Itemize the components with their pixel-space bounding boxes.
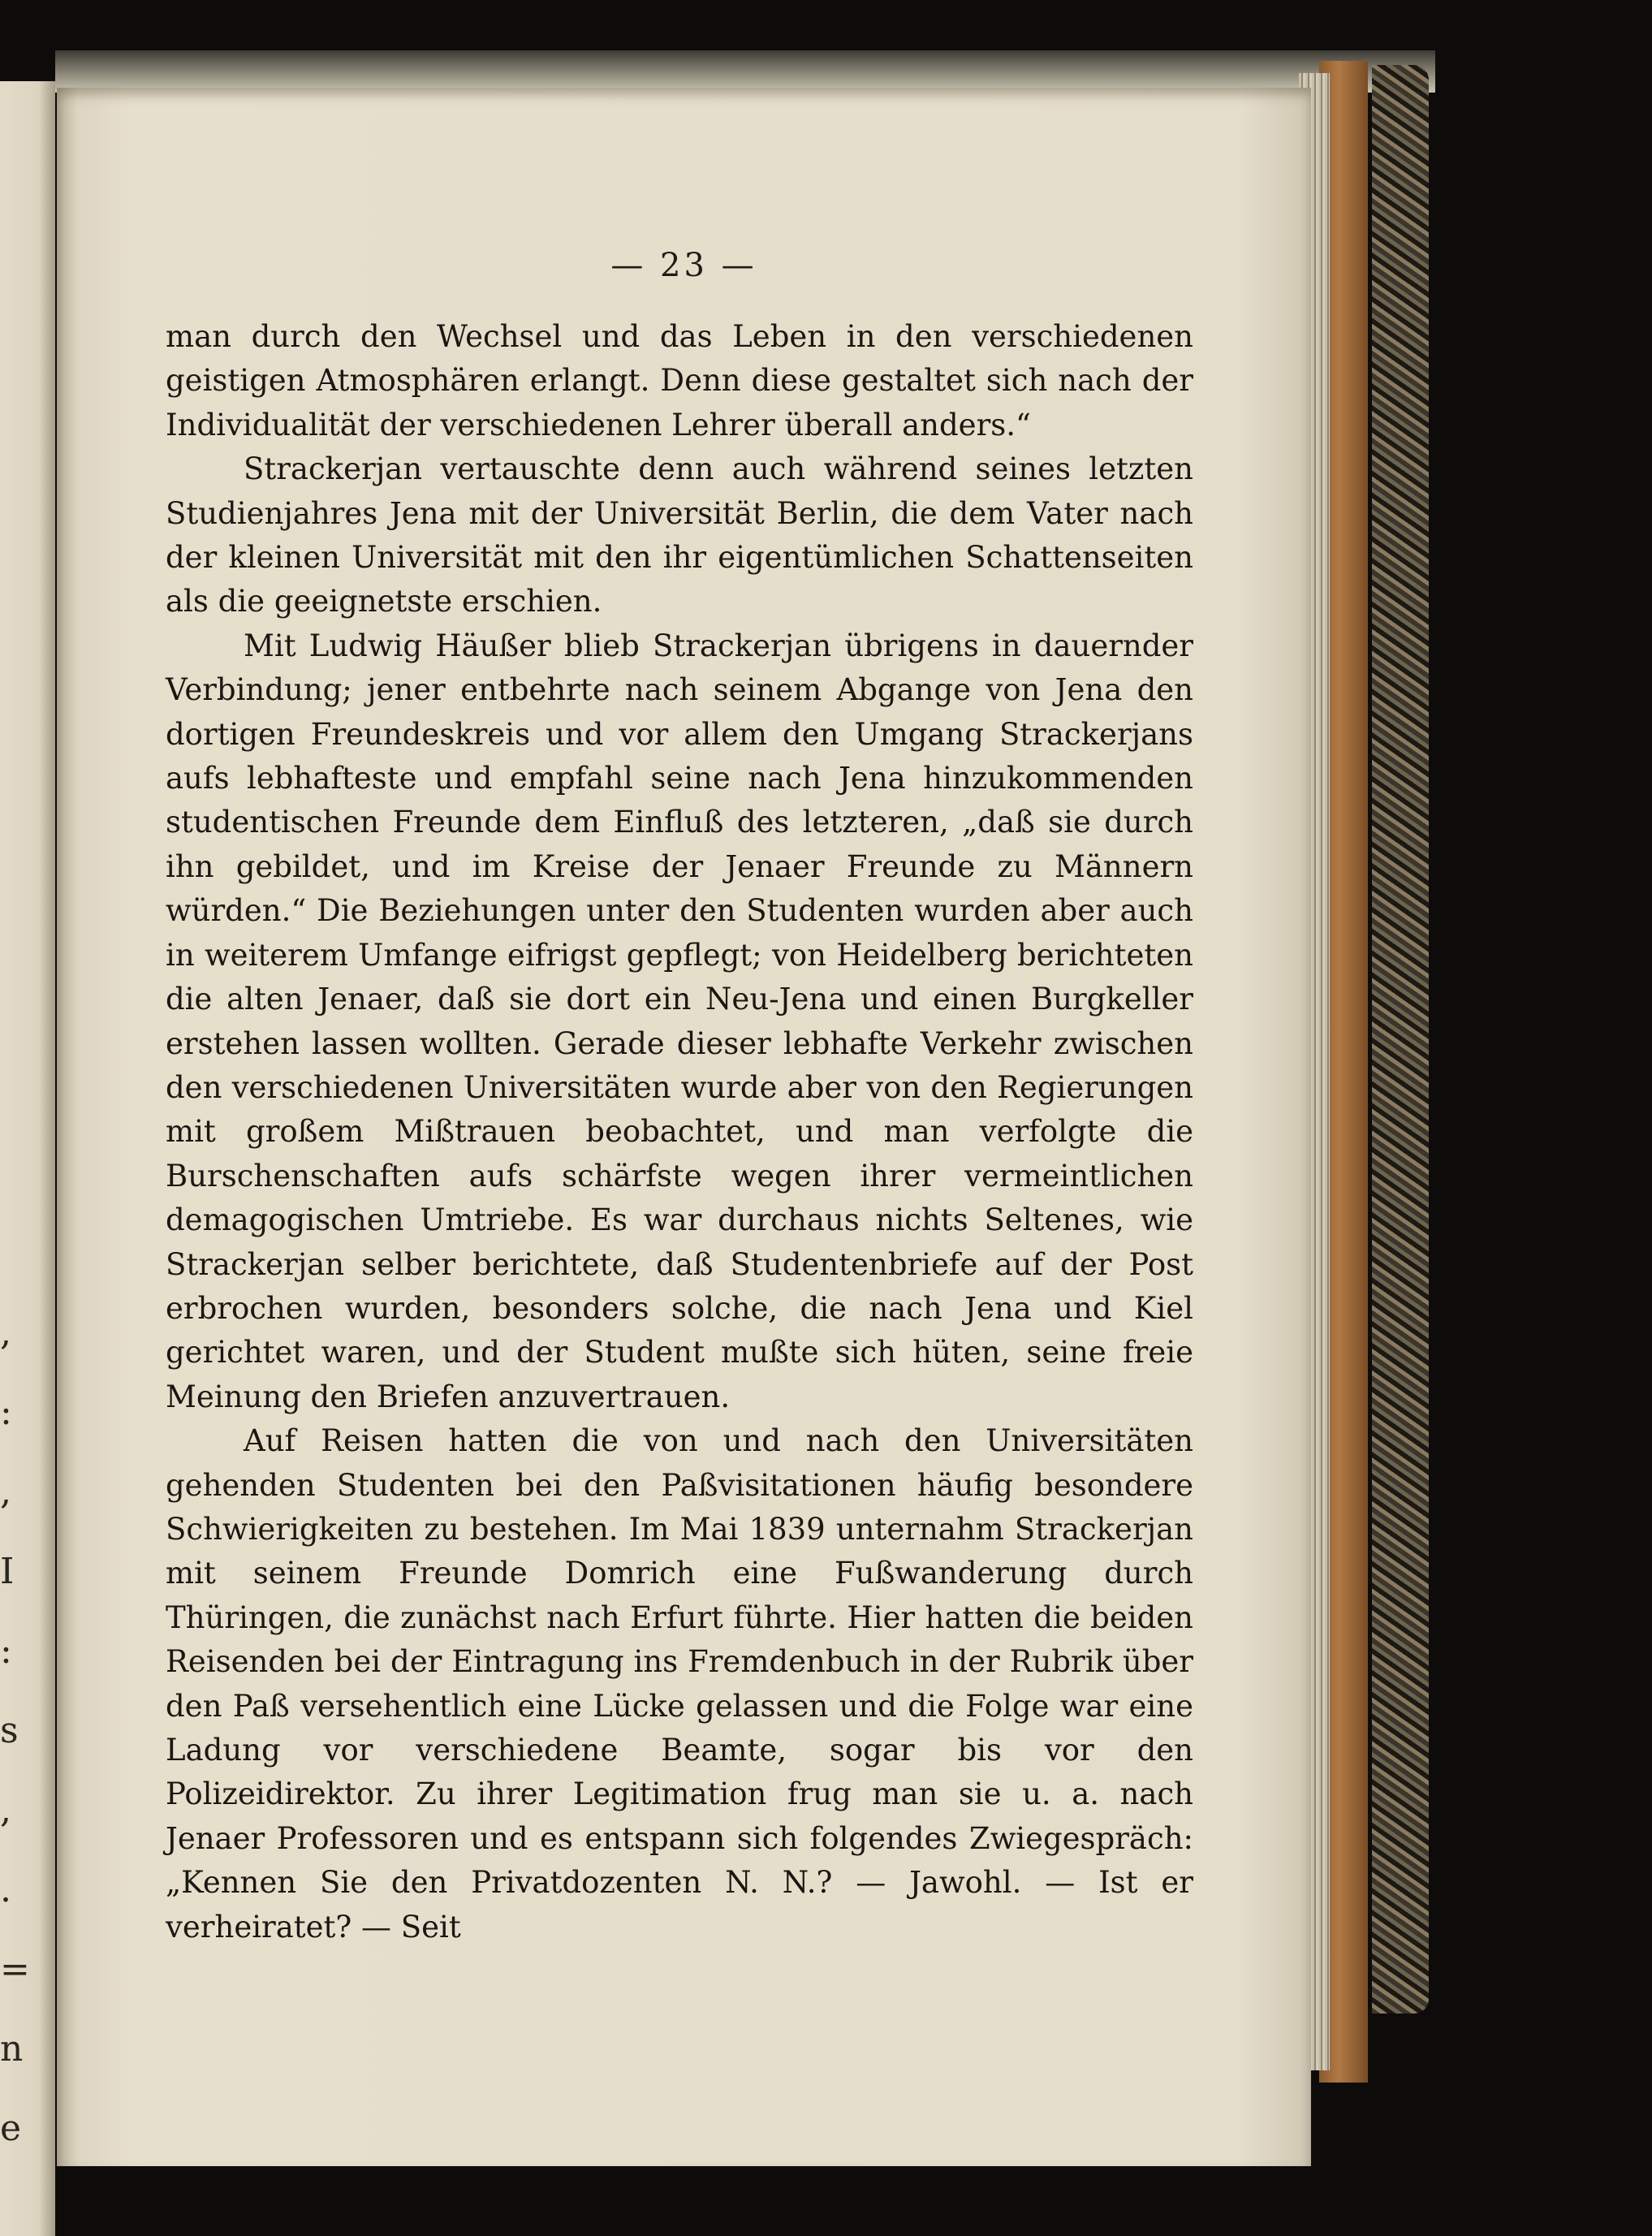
paragraph: man durch den Wechsel und das Leben in den verschiedenen geistigen Atmosphären erlangt. Denn diese gestaltet sich nach der Individualität der verschiedenen Lehrer überall anders.“ xyxy=(166,319,1193,442)
margin-glyph: s xyxy=(0,1710,19,1751)
page-number: — 23 — xyxy=(610,247,757,284)
margin-glyph: , xyxy=(0,1789,11,1831)
book-page xyxy=(57,88,1311,2166)
margin-glyph: I xyxy=(0,1551,15,1592)
book-cover-top-edge xyxy=(55,50,1435,93)
margin-glyph: , xyxy=(0,1312,11,1353)
facing-page-edge xyxy=(0,81,55,2236)
body-text xyxy=(166,315,1193,1949)
paragraph: Mit Ludwig Häußer blieb Strackerjan übrigens in dauernder Verbindung; jener entbehrte nach seinem Abgange von Jena den dortigen Freundeskreis und vor allem den Umgang Strackerjans aufs lebhafteste und empfahl seine nach Jena hinzukommenden studentischen Freunde dem Einfluß des letzteren, „daß sie durch ihn gebildet, und im Kreise der Jenaer Freunde zu Männern würden.“ Die Beziehungen unter den Studenten wurden aber auch in weiterem Umfange eifrigst gepflegt; von Heidelberg berichteten die alten Jenaer, daß sie dort ein Neu-Jena und einen Burgkeller erstehen lassen wollten. Gerade dieser lebhafte Verkehr zwischen den verschiedenen Universitäten wurde aber von den Regierungen mit großem Mißtrauen beobachtet, und man verfolgte die Burschenschaften aufs schärfste wegen ihrer vermeintlichen demagogischen Umtriebe. Es war durchaus nichts Seltenes, wie Strackerjan selber berichtete, daß Studentenbriefe auf der Post erbrochen wurden, besonders solche, die nach Jena und Kiel gerichtet waren, und der Student mußte sich hüten, seine freie Meinung den Briefen anzuvertrauen. xyxy=(166,628,1193,1414)
paragraph: Strackerjan vertauschte denn auch während seines letzten Studienjahres Jena mit der Universität Berlin, die dem Vater nach der kleinen Universität mit den ihr eigentümlichen Schattenseiten als die geeignetste erschien. xyxy=(166,451,1193,619)
facing-page-margin-text xyxy=(0,1312,30,2149)
margin-glyph: . xyxy=(0,1869,11,1910)
margin-glyph: : xyxy=(0,1392,12,1433)
margin-glyph: e xyxy=(0,2108,22,2149)
marbled-cover-board xyxy=(1372,65,1429,2014)
paragraph: Auf Reisen hatten die von und nach den Universitäten gehenden Studenten bei den Paßvisitationen häufig besondere Schwierigkeiten zu bestehen. Im Mai 1839 unternahm Strackerjan mit seinem Freunde Domrich eine Fußwanderung durch Thüringen, die zunächst nach Erfurt führte. Hier hatten die beiden Reisenden bei der Eintragung ins Fremdenbuch in der Rubrik über den Paß versehentlich eine Lücke gelassen und die Folge war eine Ladung vor verschiedene Beamte, sogar bis vor den Polizeidirektor. Zu ihrer Legitimation frug man sie u. a. nach Jenaer Professoren und es entspann sich folgendes Zwiegespräch: „Kennen Sie den Privatdozenten N. N.? — Jawohl. — Ist er verheiratet? — Seit xyxy=(166,1423,1193,1945)
margin-glyph: : xyxy=(0,1630,12,1672)
margin-glyph: = xyxy=(0,1949,30,1990)
margin-glyph: n xyxy=(0,2028,24,2070)
margin-glyph: , xyxy=(0,1471,11,1513)
